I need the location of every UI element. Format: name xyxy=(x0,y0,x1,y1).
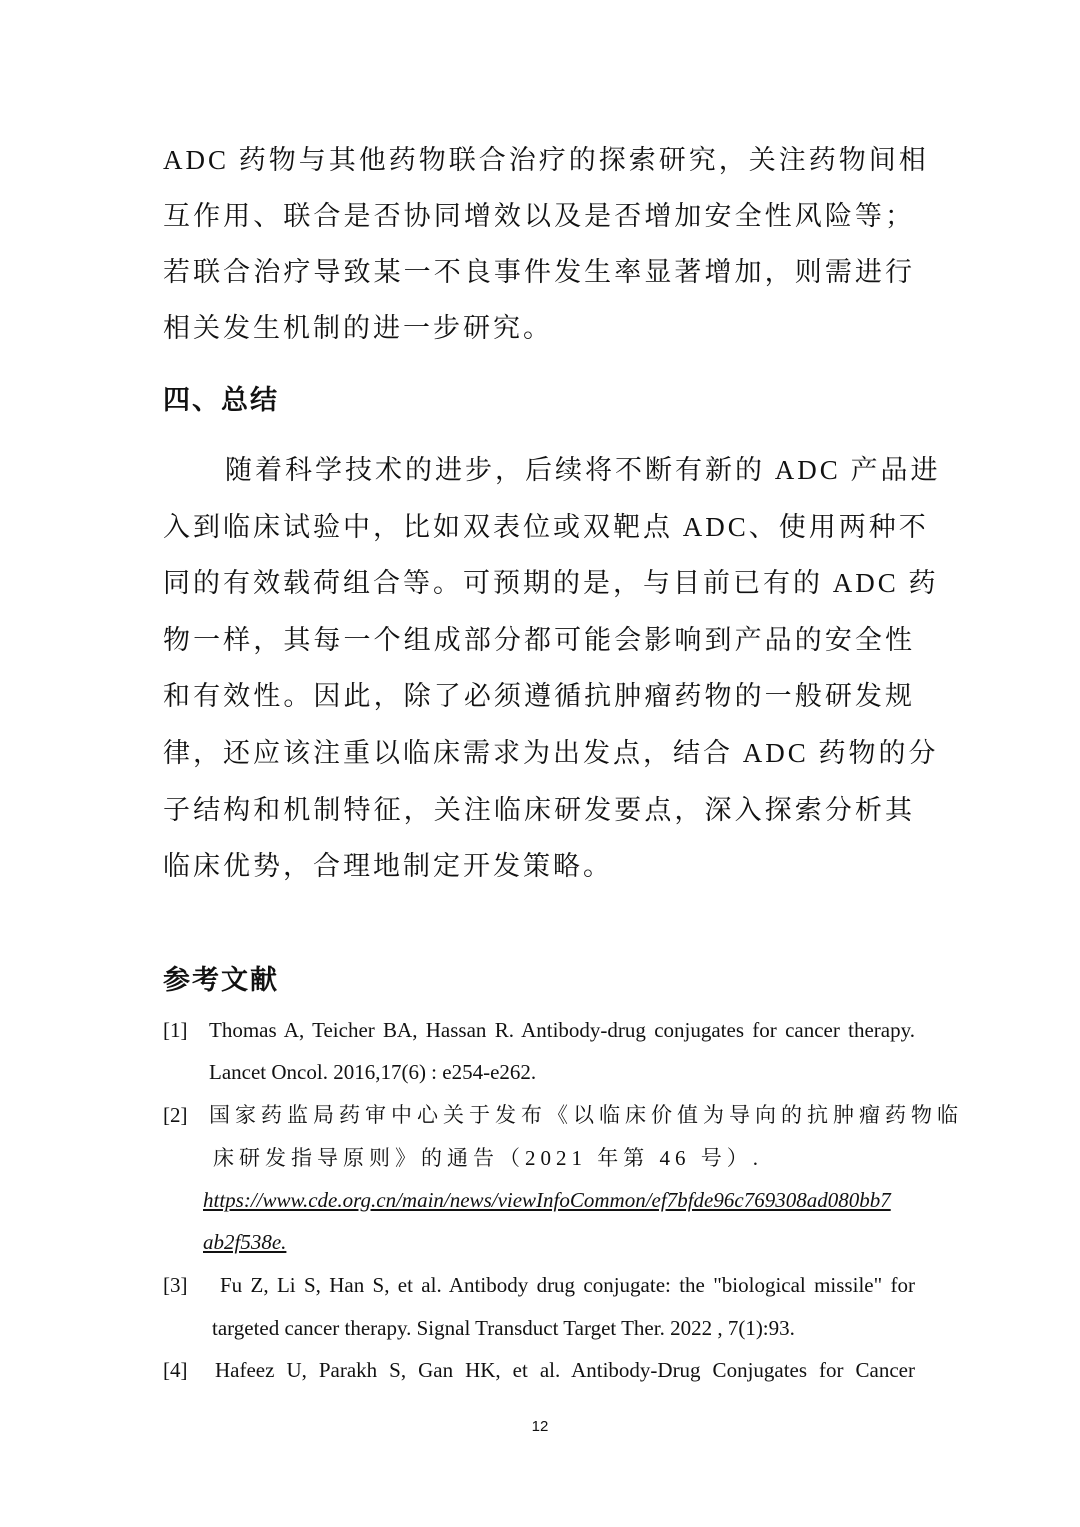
text-line: ADC 药物与其他药物联合治疗的探索研究，关注药物间相 xyxy=(163,145,929,175)
text-line: 入到临床试验中，比如双表位或双靶点 ADC、使用两种不 xyxy=(163,512,929,542)
references-heading: 参考文献 xyxy=(163,965,279,995)
reference-url[interactable]: https://www.cde.org.cn/main/news/viewInfoCommon/ef7bfde96c769308ad080bb7 xyxy=(203,1188,891,1212)
text-line: 同的有效载荷组合等。可预期的是，与目前已有的 ADC 药 xyxy=(163,568,939,598)
reference-text: 床研发指导原则》的通告（2021 年第 46 号）. xyxy=(213,1146,763,1170)
text-line: 若联合治疗导致某一不良事件发生率显著增加，则需进行 xyxy=(163,257,915,287)
reference-text: Hafeez U, Parakh S, Gan HK, et al. Antibody-Drug Conjugates for Cancer xyxy=(215,1358,915,1382)
text-line: 临床优势，合理地制定开发策略。 xyxy=(163,851,613,881)
reference-url[interactable]: ab2f538e. xyxy=(203,1230,287,1254)
text-line: 相关发生机制的进一步研究。 xyxy=(163,313,553,343)
page-number: 12 xyxy=(531,1418,549,1435)
text-line: 和有效性。因此，除了必须遵循抗肿瘤药物的一般研发规 xyxy=(163,681,915,711)
reference-number: [2] xyxy=(163,1103,188,1127)
reference-text: Lancet Oncol. 2016,17(6) : e254-e262. xyxy=(209,1060,537,1084)
text-line: 互作用、联合是否协同增效以及是否增加安全性风险等； xyxy=(163,201,915,231)
text-line: 子结构和机制特征，关注临床研发要点，深入探索分析其 xyxy=(163,795,915,825)
reference-text: targeted cancer therapy. Signal Transduct Target Ther. 2022 , 7(1):93. xyxy=(212,1316,795,1340)
section-heading: 四、总结 xyxy=(163,385,279,415)
reference-text: 国家药监局药审中心关于发布《以临床价值为导向的抗肿瘤药物临 xyxy=(209,1103,963,1127)
reference-number: [3] xyxy=(163,1273,188,1297)
text-line: 律，还应该注重以临床需求为出发点，结合 ADC 药物的分 xyxy=(163,738,939,768)
text-line: 随着科学技术的进步，后续将不断有新的 ADC 产品进 xyxy=(225,455,941,485)
reference-number: [4] xyxy=(163,1358,188,1382)
text-line: 物一样，其每一个组成部分都可能会影响到产品的安全性 xyxy=(163,625,915,655)
reference-text: Fu Z, Li S, Han S, et al. Antibody drug conjugate: the "biological missile" for xyxy=(220,1273,915,1297)
reference-number: [1] xyxy=(163,1018,188,1042)
reference-text: Thomas A, Teicher BA, Hassan R. Antibody-drug conjugates for cancer therapy. xyxy=(209,1018,915,1042)
